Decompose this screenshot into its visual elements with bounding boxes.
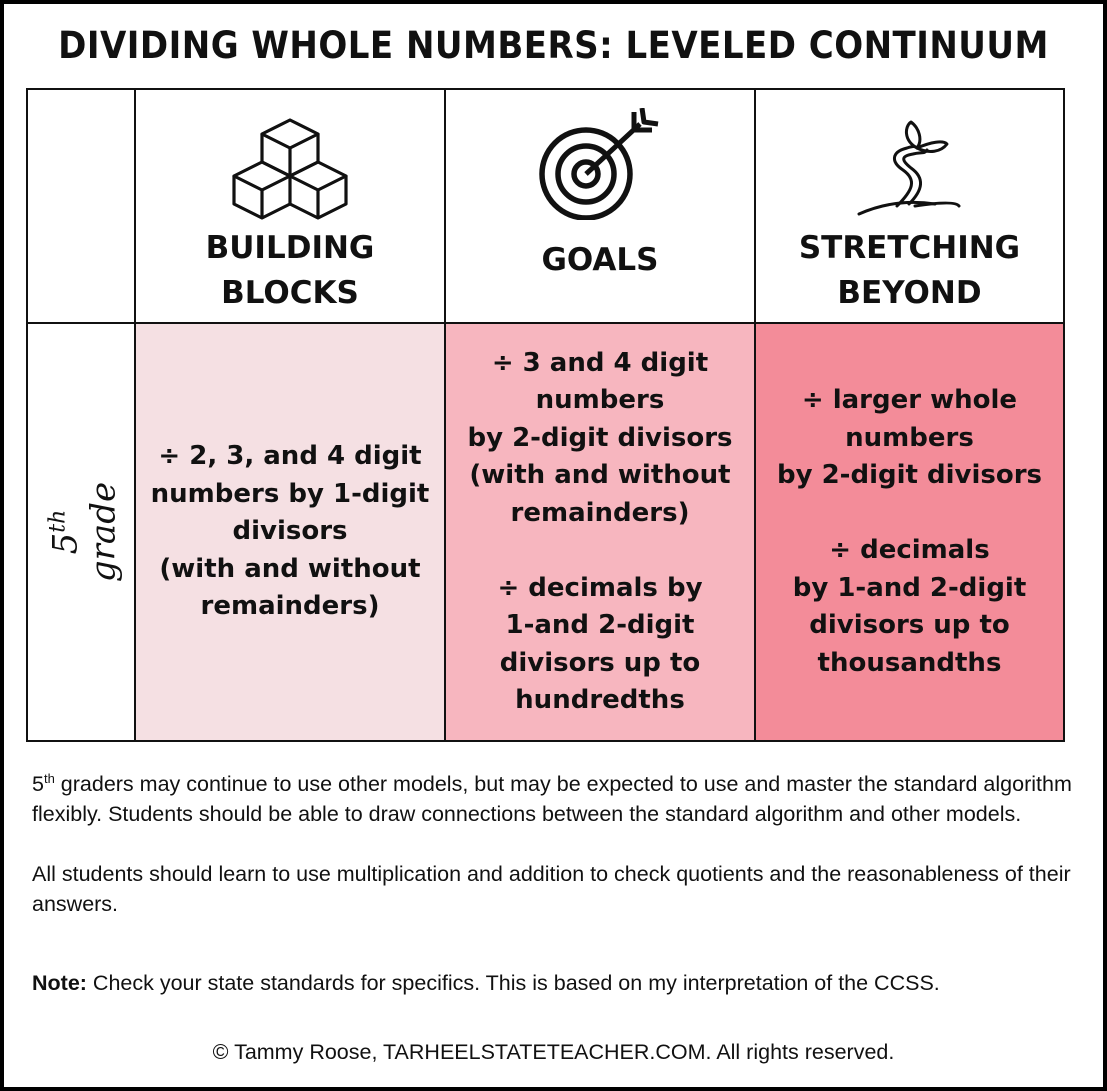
cell-goals <box>446 324 756 740</box>
note-label: Note: <box>32 971 87 995</box>
copyright: © Tammy Roose, TARHEELSTATETEACHER.COM. All rights reserved. <box>212 1040 895 1064</box>
cubes-icon <box>230 100 350 220</box>
grade-label: 5th grade <box>45 481 124 583</box>
page-title: DIVIDING WHOLE NUMBERS: LEVELED CONTINUUM <box>58 24 1049 67</box>
cell-building-blocks <box>136 324 446 740</box>
header-label-stretching-beyond: STRETCHING BEYOND <box>798 230 1021 311</box>
header-label-building-blocks: BUILDING BLOCKS <box>205 230 375 311</box>
notes <box>32 764 1082 949</box>
target-icon <box>530 100 670 220</box>
continuum-table <box>26 88 1065 742</box>
header-label-goals: GOALS <box>541 242 659 278</box>
note-paragraph-models: 5th graders may continue to use other models, but may be expected to use and master the standard algorithm flexibly. Students should be able to draw connections between the standard algorithm and other models. <box>32 771 1072 827</box>
header-stretching-beyond <box>756 90 1063 324</box>
note-paragraph-check: All students should learn to use multiplication and addition to check quotients and the reasonableness of their answers. <box>32 862 1071 917</box>
grade-label-cell <box>28 324 136 740</box>
corner-cell <box>28 90 136 324</box>
standards-note <box>32 971 940 996</box>
sprout-icon <box>855 100 965 220</box>
header-goals <box>446 90 756 324</box>
cell-text-goals: ÷ 3 and 4 digit numbers by 2-digit divisors (with and without remainders) ÷ decimals by 1-and 2-digit divisors up to hundredths <box>467 347 733 715</box>
note-text: Check your state standards for specifics. This is based on my interpretation of the CCSS. <box>86 971 940 995</box>
cell-text-stretching-beyond: ÷ larger whole numbers by 2-digit divisors ÷ decimals by 1-and 2-digit divisors up to thousandths <box>776 385 1043 678</box>
cell-text-building-blocks: ÷ 2, 3, and 4 digit numbers by 1-digit divisors (with and without remainders) <box>150 441 430 622</box>
cell-stretching-beyond <box>756 324 1063 740</box>
header-building-blocks <box>136 90 446 324</box>
